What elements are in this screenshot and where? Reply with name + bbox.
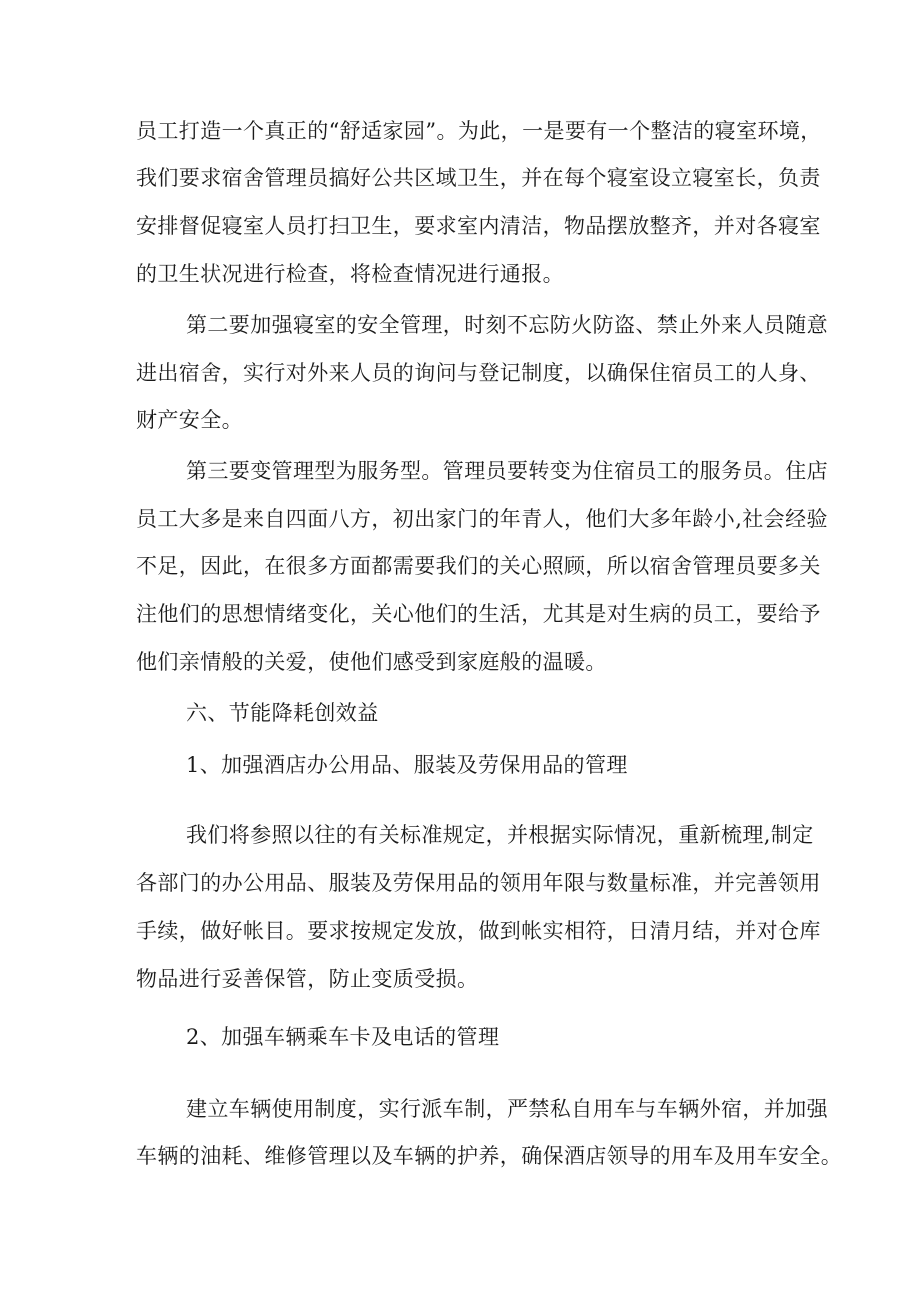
paragraph-3-line-5: 他们亲情般的关爱，使他们感受到家庭般的温暖。 (136, 650, 607, 674)
paragraph-2-line-2: 进出宿舍，实行对外来人员的询问与登记制度，以确保住宿员工的人身、 (136, 361, 821, 385)
paragraph-4-line-4: 物品进行妥善保管，防止变质受损。 (136, 967, 479, 991)
paragraph-1-line-3: 安排督促寝室人员打扫卫生，要求室内清洁，物品摆放整齐，并对各寝室 (136, 214, 821, 238)
paragraph-5-line-2: 车辆的油耗、维修管理以及车辆的护养，确保酒店领导的用车及用车安全。 (136, 1144, 843, 1168)
paragraph-1-line-1: 员工打造一个真正的“舒适家园”。为此，一是要有一个整洁的寝室环境， (136, 119, 822, 143)
paragraph-2-line-1: 第二要加强寝室的安全管理，时刻不忘防火防盗、禁止外来人员随意 (186, 313, 828, 337)
paragraph-4-line-2: 各部门的办公用品、服装及劳保用品的领用年限与数量标准，并完善领用 (136, 871, 821, 895)
paragraph-4-line-1: 我们将参照以往的有关标准规定，并根据实际情况，重新梳理,制定 (186, 823, 814, 847)
paragraph-4-line-3: 手续，做好帐目。要求按规定发放，做到帐实相符，日清月结，并对仓库 (136, 919, 821, 943)
section-6-heading: 六、节能降耗创效益 (186, 701, 379, 725)
item-1-heading: 1、加强酒店办公用品、服装及劳保用品的管理 (186, 753, 628, 777)
paragraph-1-line-4: 的卫生状况进行检查，将检查情况进行通报。 (136, 262, 564, 286)
paragraph-3-line-2: 员工大多是来自四面八方，初出家门的年青人，他们大多年龄小,社会经验 (136, 507, 828, 531)
paragraph-3-line-3: 不足，因此，在很多方面都需要我们的关心照顾，所以宿舍管理员要多关 (136, 554, 821, 578)
item-2-heading: 2、加强车辆乘车卡及电话的管理 (186, 1025, 500, 1049)
paragraph-1-line-2: 我们要求宿舍管理员搞好公共区域卫生，并在每个寝室设立寝室长，负责 (136, 166, 821, 190)
paragraph-3-line-4: 注他们的思想情绪变化，关心他们的生活，尤其是对生病的员工，要给予 (136, 602, 821, 626)
paragraph-3-line-1: 第三要变管理型为服务型。管理员要转变为住宿员工的服务员。住店 (186, 459, 828, 483)
paragraph-2-line-3: 财产安全。 (136, 408, 243, 432)
paragraph-5-line-1: 建立车辆使用制度，实行派车制，严禁私自用车与车辆外宿，并加强 (186, 1097, 828, 1121)
